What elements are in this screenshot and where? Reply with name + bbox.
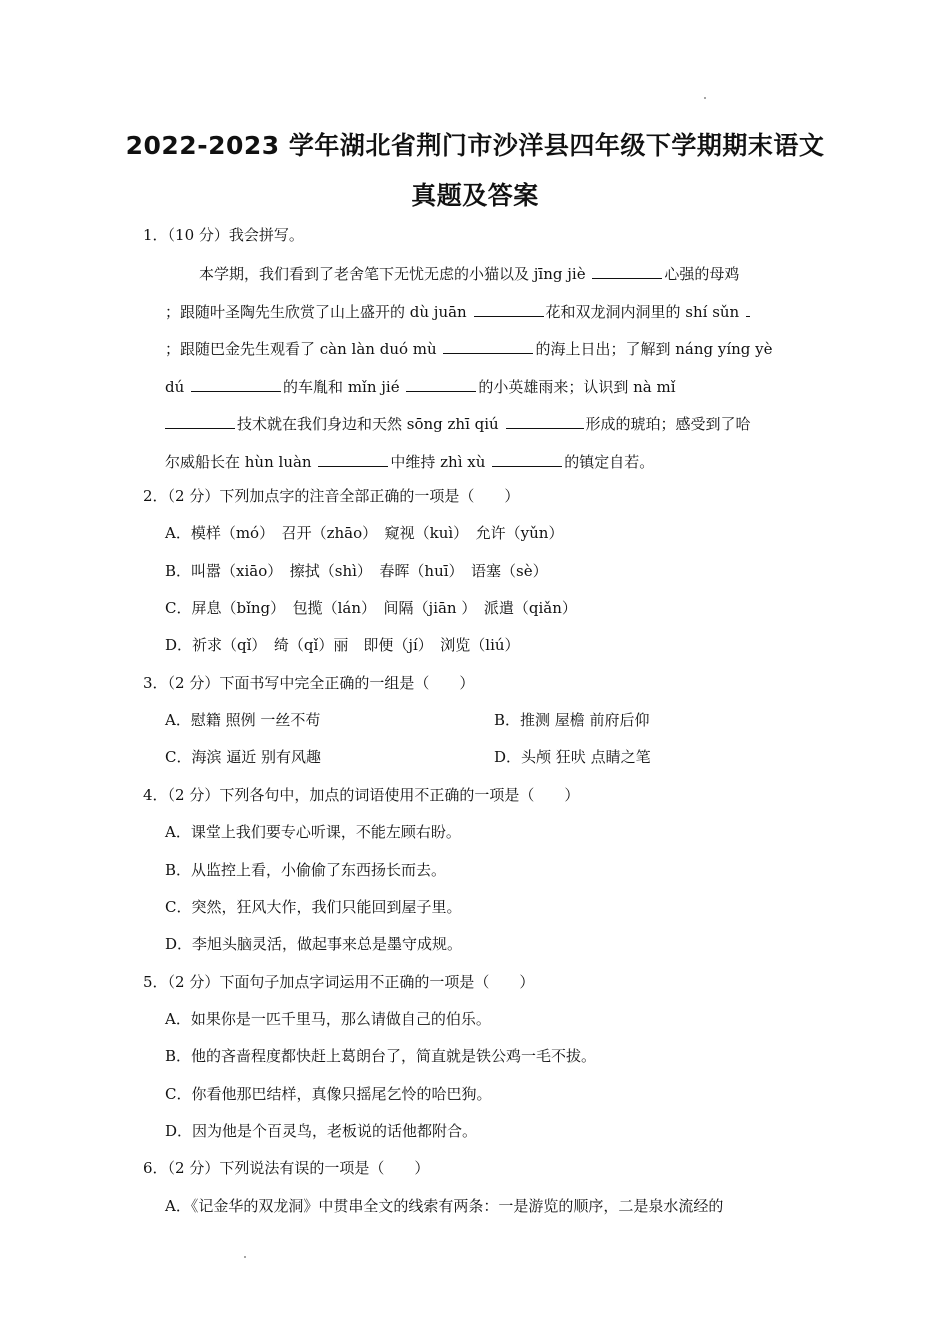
q1-paragraph-line5	[165, 412, 751, 434]
question-6-heading: 6．（2 分）下列说法有误的一项是（ ）	[143, 1159, 430, 1177]
q1-paragraph-line4	[165, 375, 676, 397]
q1-paragraph-line1	[199, 262, 739, 284]
q1-text: 的小英雄雨来；认识到 nà mǐ	[478, 378, 676, 396]
document-title-line2: 真题及答案	[411, 181, 539, 210]
answer-blank[interactable]	[443, 337, 533, 354]
q3-option-a[interactable]: A．慰籍 照例 一丝不苟	[165, 711, 321, 729]
q1-text: ；跟随巴金先生观看了 càn làn duó mù	[165, 340, 437, 358]
q3-option-c[interactable]: C．海滨 逼近 别有风趣	[165, 748, 322, 766]
q3-option-d[interactable]: D．头颅 狂吠 点睛之笔	[494, 748, 651, 766]
q1-text: 花和双龙洞内洞里的 shí sǔn	[545, 303, 740, 321]
top-speck	[704, 97, 706, 99]
answer-blank[interactable]	[506, 412, 584, 429]
question-5-heading: 5．（2 分）下面句子加点字词运用不正确的一项是（ ）	[143, 973, 535, 991]
q6-option-a[interactable]: A．《记金华的双龙洞》中贯串全文的线索有两条：一是游览的顺序，二是泉水流经的	[165, 1197, 724, 1215]
bottom-speck	[244, 1256, 246, 1258]
question-4-heading: 4．（2 分）下列各句中，加点的词语使用不正确的一项是（ ）	[143, 786, 580, 804]
q1-text: ；跟随叶圣陶先生欣赏了山上盛开的 dù juān	[165, 303, 467, 321]
q1-text: 中维持 zhì xù	[390, 453, 486, 471]
q1-paragraph-line3	[165, 337, 773, 359]
question-1-heading: 1．（10 分）我会拼写。	[143, 226, 304, 244]
answer-blank[interactable]	[492, 450, 562, 467]
q1-text: 的海上日出；了解到 náng yíng yè	[535, 340, 773, 358]
answer-blank[interactable]	[592, 262, 662, 279]
q1-text: 尔威船长在 hùn luàn	[165, 453, 312, 471]
q4-option-a[interactable]: A．课堂上我们要专心听课，不能左顾右盼。	[165, 823, 461, 841]
q4-option-d[interactable]: D．李旭头脑灵活，做起事来总是墨守成规。	[165, 935, 463, 953]
answer-blank[interactable]	[474, 300, 544, 317]
q2-option-c[interactable]: C．屏息（bǐng） 包揽（lán） 间隔（jiān ） 派遣（qiǎn）	[165, 599, 577, 617]
answer-blank[interactable]	[406, 375, 476, 392]
q1-text: dú	[165, 378, 185, 396]
answer-blank[interactable]	[746, 300, 750, 317]
q1-paragraph-line2	[165, 300, 752, 322]
q1-text: 技术就在我们身边和天然 sōng zhī qiú	[237, 415, 499, 433]
q5-option-b[interactable]: B．他的吝啬程度都快赶上葛朗台了，简直就是铁公鸡一毛不拔。	[165, 1047, 597, 1065]
q1-text: 本学期，我们看到了老舍笔下无忧无虑的小猫以及 jīng jiè	[199, 265, 586, 283]
q1-text: 心强的母鸡	[664, 265, 740, 283]
q5-option-c[interactable]: C．你看他那巴结样，真像只摇尾乞怜的哈巴狗。	[165, 1085, 492, 1103]
q5-option-d[interactable]: D．因为他是个百灵鸟，老板说的话他都附合。	[165, 1122, 478, 1140]
q3-option-b[interactable]: B．推测 屋檐 前府后仰	[494, 711, 650, 729]
q4-option-b[interactable]: B．从监控上看，小偷偷了东西扬长而去。	[165, 861, 447, 879]
document-title-line1: 2022-2023 学年湖北省荆门市沙洋县四年级下学期期末语文	[125, 131, 825, 160]
q2-option-b[interactable]: B．叫嚣（xiāo） 擦拭（shì） 春晖（huī） 语塞（sè）	[165, 562, 548, 580]
q2-option-a[interactable]: A．模样（mó） 召开（zhāo） 窥视（kuì） 允许（yǔn）	[165, 524, 564, 542]
answer-blank[interactable]	[318, 450, 388, 467]
q1-text: 形成的琥珀；感受到了哈	[585, 415, 751, 433]
answer-blank[interactable]	[165, 412, 235, 429]
answer-blank[interactable]	[191, 375, 281, 392]
q1-text: 的镇定自若。	[564, 453, 655, 471]
question-3-heading: 3．（2 分）下面书写中完全正确的一组是（ ）	[143, 674, 475, 692]
q1-text: 的车胤和 mǐn jié	[283, 378, 400, 396]
question-2-heading: 2．（2 分）下列加点字的注音全部正确的一项是（ ）	[143, 487, 520, 505]
q5-option-a[interactable]: A．如果你是一匹千里马，那么请做自己的伯乐。	[165, 1010, 491, 1028]
q2-option-d[interactable]: D．祈求（qǐ） 绮（qǐ）丽 即便（jí） 浏览（liú）	[165, 636, 520, 654]
q4-option-c[interactable]: C．突然，狂风大作，我们只能回到屋子里。	[165, 898, 462, 916]
q1-paragraph-line6	[165, 450, 654, 472]
